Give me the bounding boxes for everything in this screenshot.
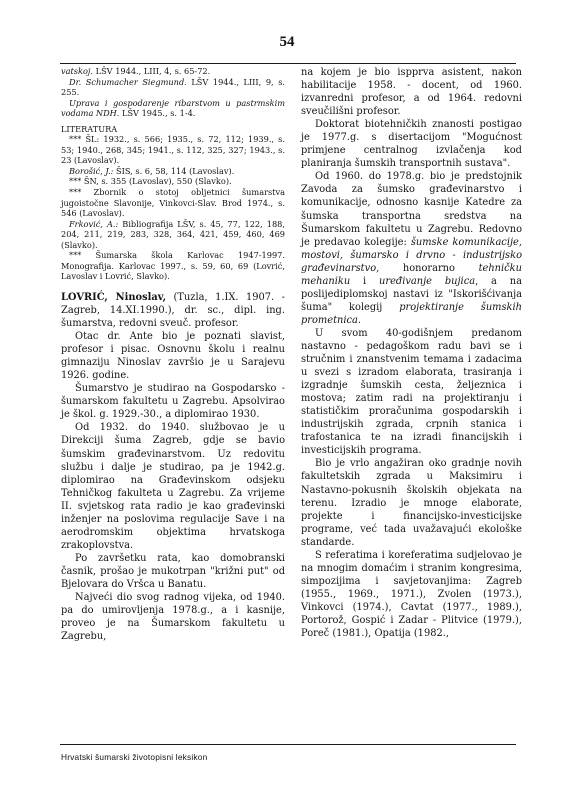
literature-list <box>61 134 285 282</box>
reference-item: Dr. Schumacher Siegmund. LŠV 1944., LIII, 9, s. 255. <box>61 76 286 98</box>
body-paragraph: Od 1932. do 1940. službovao je u Direkciji šuma Zagreb, gdje se bavio šumskim građevinarstvom. Uz redovitu službu i dalje je studirao, pa je 1942.g. diplomirao na Građevinskom odsjeku Tehničkog fakulteta u Zagrebu. Za vrijeme II. svjetskog rata radio je kao građevinski inženjer na poslovima regulacije Save i na aerodromskim objektima hrvatskoga zrakoplovstva. <box>61 422 285 551</box>
footer-rule <box>60 744 516 745</box>
literature-item: Frković, A.: Bibliografija LŠV, s. 45, 77, 122, 188, 204, 211, 219, 283, 328, 364, 421, 459, 460, 469 (Slavko). <box>61 218 285 250</box>
body-paragraph: S referatima i koreferatima sudjelovao je na mnogim domaćim i stranim kongresima, simpozijima i savjetovanjima: Zagreb (1955., 1969., 1971.), Zvolen (1973.), Vinkovci (1974.), Cavtat (1977., 1989.), Portorož, Gospić i Zadar - Plitvice (1979.), Poreč (1981.), Opatija (1982., <box>301 549 522 640</box>
references-list <box>61 66 285 119</box>
left-column <box>61 66 285 643</box>
body-paragraph: Otac dr. Ante bio je poznati slavist, profesor i pisac. Osnovnu školu i realnu gimnaziju Ninoslav završio je u Sarajevu 1926. godine. <box>61 331 285 382</box>
literature-item: *** ŠL: 1932., s. 566; 1935., s. 72, 112; 1939., s. 53; 1940., 268, 345; 1941., s. 112, 325, 327; 1943., s. 23 (Lavoslav). <box>61 134 285 166</box>
body-paragraph: Najveći dio svog radnog vijeka, od 1940. pa do umirovljenja 1978.g., a i kasnije, proveo je na Šumarskom fakultetu u Zagrebu, <box>61 592 285 643</box>
body-paragraph: Doktorat biotehničkih znanosti postigao je 1977.g. s disertacijom "Mogućnost primjene centralnog izvlačenja kod planiranja šumskih transportnih sustava". <box>301 119 522 170</box>
reference-item: Uprava i gospodarenje ribarstvom u pastrmskim vodama NDH. LŠV 1945., s. 1-4. <box>61 97 285 119</box>
literature-item: *** Zbornik o stotoj obljetnici šumarstva jugoistočne Slavonije, Vinkovci-Slav. Brod 1974., s. 546 (Lavoslav). <box>61 187 285 219</box>
body-paragraph: Od 1960. do 1978.g. bio je predstojnik Zavoda za šumsko građevinarstvo i komunikacije, odnosno kasnije Katedre za šumska transportna sredstva na Šumarskom fakultetu u Zagrebu. Redovno je predavao kolegije: šumske komunikacije, mostovi, šumarsko i drvno - industrijsko građevinarstvo, honorarno tehničku mehaniku i uređivanje bujica, a na poslijediplomskoj nastavi iz "Iskorišćivanja šuma" kolegij projektiranje šumskih prometnica. <box>301 171 523 326</box>
body-paragraph: Šumarstvo je studirao na Gospodarsko - šumarskom fakultetu u Zagrebu. Apsolvirao je škol. g. 1929.-30., a diplomirao 1930. <box>61 383 285 421</box>
literature-item: Borošić, J.: ŠIS, s. 6, 58, 114 (Lavoslav). <box>69 165 235 176</box>
right-column <box>301 66 522 640</box>
body-paragraph: Bio je vrlo angažiran oko gradnje novih fakultetskih zgrada u Maksimiru i Nastavno-pokusnih školskih objekata na terenu. Izradio je mnoge elaborate, projekte i financijsko-investicijske programe, već tada uvažavajući ekološke standarde. <box>301 458 522 548</box>
literature-heading: LITERATURA <box>61 123 118 134</box>
literature-item: *** Šumarska škola Karlovac 1947-1997. Monografija. Karlovac 1997., s. 59, 60, 69 (Lovrić, Lavoslav i Lovrić, Slavko). <box>61 250 285 282</box>
reference-item: vatskoj. LŠV 1944., LIII, 4, s. 65-72. <box>61 66 211 76</box>
entry-name: LOVRIĆ, Ninoslav, <box>61 291 167 303</box>
header-rule <box>60 63 516 64</box>
body-paragraph: U svom 40-godišnjem predanom nastavno - pedagoškom radu bavi se i stručnim i znanstvenim temama i zadacima u svezi s izradom elaborata, trasiranja i izgradnje šumskih cesta, željeznica i mostova; zatim radi na projektiranju i statističkim proračunima gospodarskih i industrijskih zgrada, crpnih stanica i trafostanica te na izradi financijskih i investicijskih programa. <box>301 327 522 457</box>
biography-entry <box>61 291 285 643</box>
entry-heading: LOVRIĆ, Ninoslav, (Tuzla, 1.IX. 1907. - Zagreb, 14.XI.1990.), dr. sc., dipl. ing. šumarstva, redovni sveuč. profesor. <box>61 291 285 330</box>
body-paragraph: Po završetku rata, kao domobranski časnik, prošao je mukotrpan "križni put" od Bjelovara do Vršca u Banatu. <box>61 552 285 590</box>
body-paragraph: na kojem je bio ispprva asistent, nakon habilitacije 1958. - docent, od 1960. izvanredni profesor, a od 1964. redovni sveučilišni profesor. <box>301 67 522 118</box>
footer-title: Hrvatski šumarski životopisni leksikon <box>61 752 208 762</box>
page-number: 54 <box>279 34 295 50</box>
literature-item: *** ŠN, s. 355 (Lavoslav), 550 (Slavko). <box>69 176 232 187</box>
